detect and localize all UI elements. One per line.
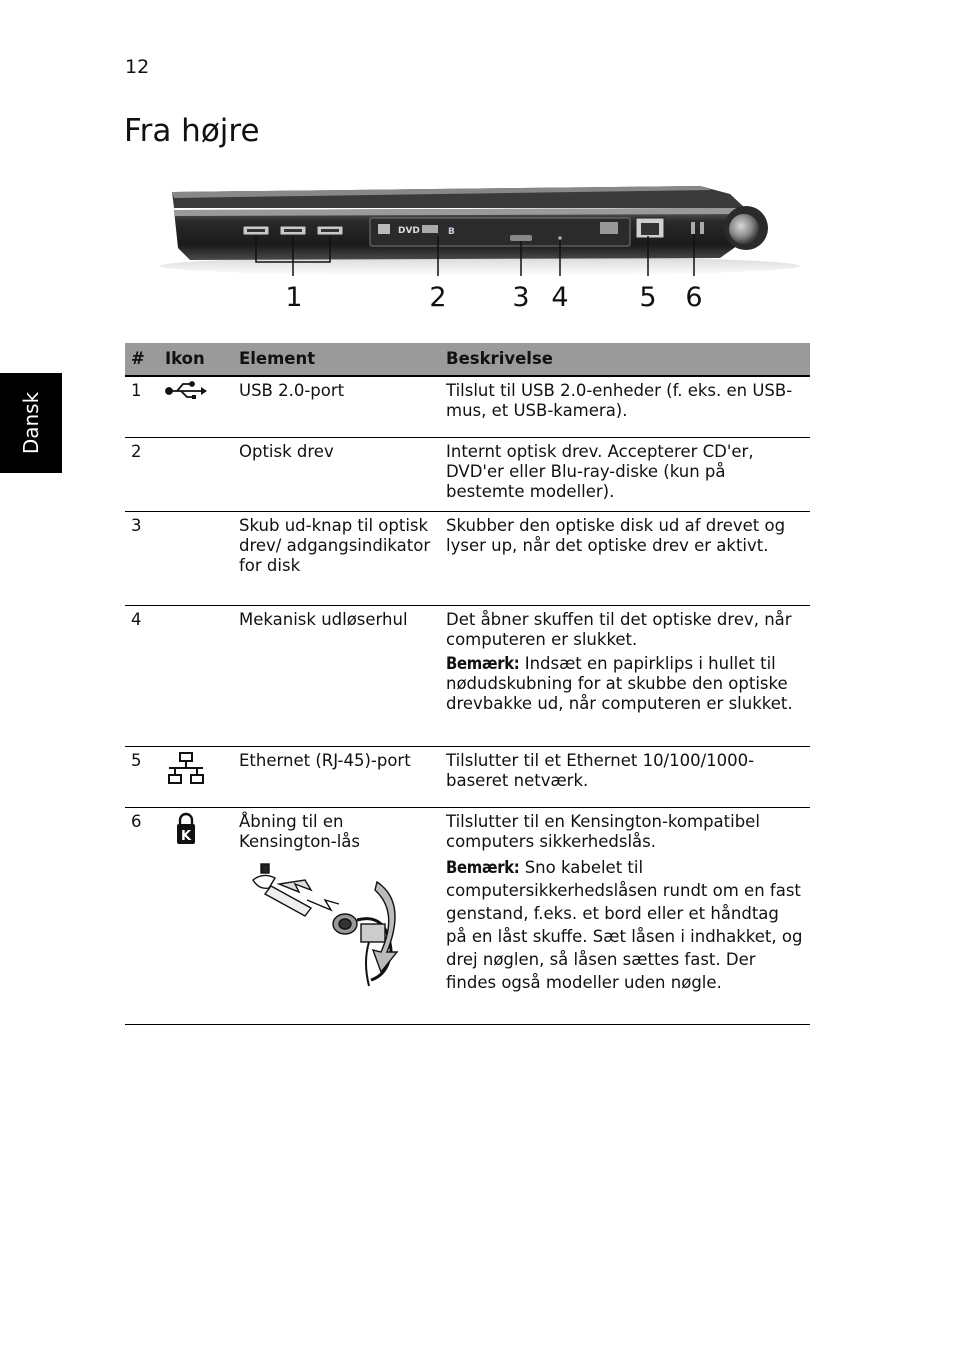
table-header-row	[125, 343, 810, 376]
row-number: 2	[125, 437, 159, 511]
usb-icon	[165, 381, 207, 401]
row-element: Skub ud-knap til optisk drev/ adgangsindikator for disk	[233, 511, 440, 605]
callout-3: 3	[512, 282, 530, 313]
callout-6: 6	[685, 282, 703, 313]
usb-ports	[243, 226, 343, 235]
row-description: Internt optisk drev. Accepterer CD'er, DVD'er eller Blu-ray-diske (kun på bestemte modeller).	[440, 437, 810, 511]
note-text: Indsæt en papirklips i hullet til nødudskubning for at skubbe den optiske drevbakke ud, når computeren er slukket.	[446, 653, 793, 713]
row-number: 1	[125, 376, 159, 437]
row-element: Åbning til en Kensington-lås	[239, 811, 360, 851]
row-number: 3	[125, 511, 159, 605]
callout-5: 5	[639, 282, 657, 313]
row-description: Tilslut til USB 2.0-enheder (f. eks. en USB-mus, et USB-kamera).	[440, 376, 810, 437]
svg-text:K: K	[180, 828, 192, 844]
table-row	[125, 746, 810, 807]
header-icon: Ikon	[159, 343, 233, 376]
page-title: Fra højre	[124, 113, 260, 149]
callout-1: 1	[285, 282, 303, 313]
row-element: USB 2.0-port	[233, 376, 440, 437]
row-description: Det åbner skuffen til det optiske drev, når computeren er slukket.	[446, 609, 792, 649]
note-label: Bemærk:	[446, 653, 520, 673]
row-number: 4	[125, 605, 159, 746]
optical-drive	[370, 218, 630, 246]
row-description: Tilslutter til et Ethernet 10/100/1000-baseret netværk.	[440, 746, 810, 807]
table-row	[125, 807, 810, 1024]
row-number: 5	[125, 746, 159, 807]
kensington-lock-illustration	[249, 862, 399, 987]
language-label: Dansk	[19, 391, 43, 455]
header-number: #	[125, 343, 159, 376]
header-description: Beskrivelse	[440, 343, 810, 376]
row-element: Ethernet (RJ-45)-port	[233, 746, 440, 807]
row-number: 6	[125, 807, 159, 1024]
note-text: Sno kabelet til computersikkerhedslåsen rundt om en fast genstand, f.eks. et bord eller et håndtag på en låst skuffe. Sæt låsen i indhakket, og drej nøglen, så låsen sættes fast. Der findes også modeller uden nøgle.	[446, 857, 803, 992]
table-row	[125, 437, 810, 511]
row-element: Mekanisk udløserhul	[233, 605, 440, 746]
callout-2: 2	[429, 282, 447, 313]
row-description: Tilslutter til en Kensington-kompatibel computers sikkerhedslås.	[446, 811, 760, 851]
ports-table	[125, 343, 810, 1025]
table-row	[125, 376, 810, 437]
kensington-lock-icon	[165, 812, 207, 846]
row-element: Optisk drev	[233, 437, 440, 511]
svg-text:B: B	[448, 227, 455, 237]
header-element: Element	[233, 343, 440, 376]
row-note	[446, 856, 804, 994]
ethernet-icon	[165, 751, 207, 785]
table-row	[125, 511, 810, 605]
row-description: Skubber den optiske disk ud af drevet og lyser up, når det optiske drev er aktivt.	[440, 511, 810, 605]
callout-4: 4	[551, 282, 569, 313]
page-number: 12	[125, 56, 150, 78]
note-label: Bemærk:	[446, 857, 520, 877]
row-note	[446, 654, 804, 714]
table-row	[125, 605, 810, 746]
language-side-tab	[0, 373, 62, 473]
laptop-right-side-illustration	[160, 178, 800, 318]
svg-text:DVD: DVD	[398, 226, 420, 236]
